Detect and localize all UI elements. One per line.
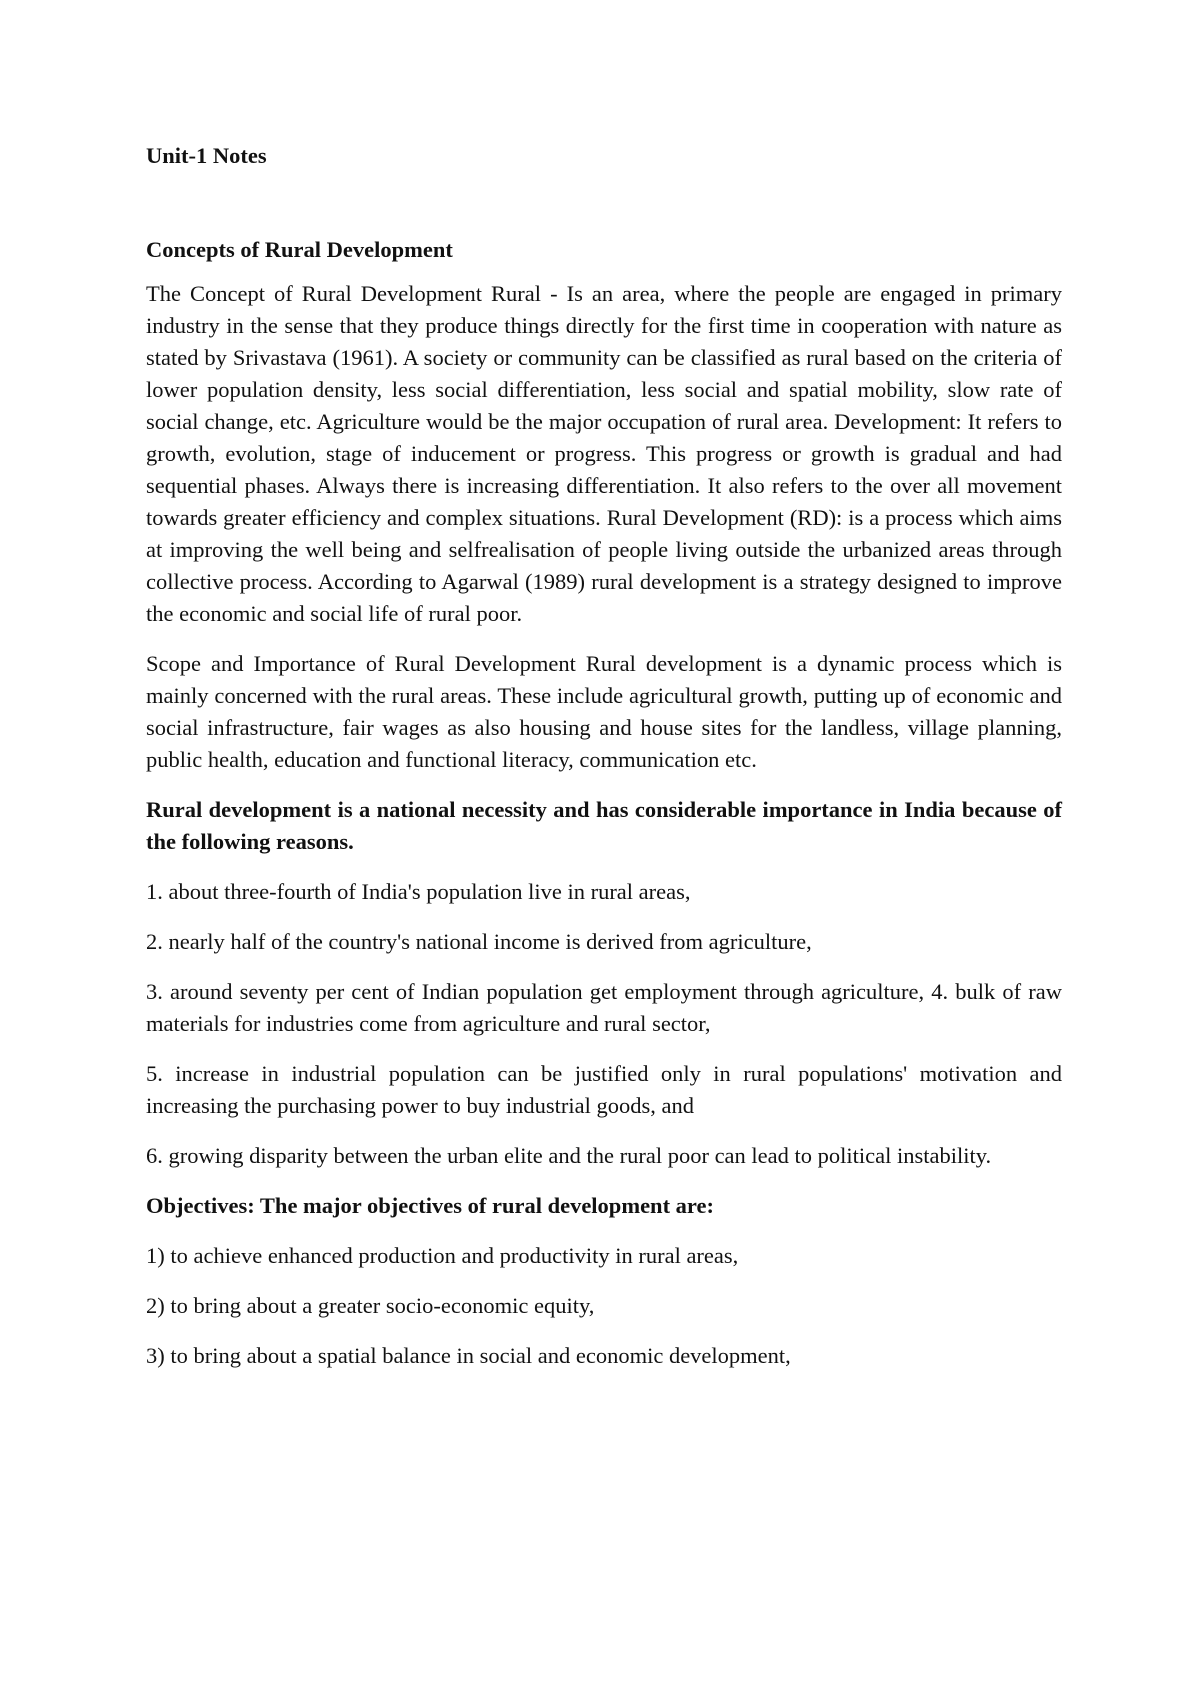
reason-item-3: 3. around seventy per cent of Indian population get employment through agriculture, 4. bulk of raw materials for industries come from agriculture and rural sector, [146, 979, 1062, 1036]
reason-item-1: 1. about three-fourth of India's population live in rural areas, [146, 879, 691, 904]
reason-item-6: 6. growing disparity between the urban elite and the rural poor can lead to political instability. [146, 1143, 992, 1168]
scope-paragraph: Scope and Importance of Rural Development Rural development is a dynamic process which is mainly concerned with the rural areas. These include agricultural growth, putting up of economic and social infrastructure, fair wages as also housing and house sites for the landless, village planning, public health, education and functional literacy, communication etc. [146, 651, 1062, 772]
necessity-heading: Rural development is a national necessity and has considerable importance in India because of the following reasons. [146, 797, 1062, 854]
reason-item-5: 5. increase in industrial population can be justified only in rural populations' motivation and increasing the purchasing power to buy industrial goods, and [146, 1061, 1062, 1118]
reason-item-2: 2. nearly half of the country's national income is derived from agriculture, [146, 929, 812, 954]
page-title: Unit-1 Notes [146, 143, 267, 168]
section-heading: Concepts of Rural Development [146, 237, 453, 262]
objective-item-1: 1) to achieve enhanced production and productivity in rural areas, [146, 1243, 739, 1268]
objective-item-3: 3) to bring about a spatial balance in social and economic development, [146, 1343, 791, 1368]
objective-item-2: 2) to bring about a greater socio-economic equity, [146, 1293, 595, 1318]
document-page [146, 140, 1062, 1372]
objectives-heading: Objectives: The major objectives of rural development are: [146, 1193, 714, 1218]
concept-paragraph: The Concept of Rural Development Rural - Is an area, where the people are engaged in primary industry in the sense that they produce things directly for the first time in cooperation with nature as stated by Srivastava (1961). A society or community can be classified as rural based on the criteria of lower population density, less social differentiation, less social and spatial mobility, slow rate of social change, etc. Agriculture would be the major occupation of rural area. Development: It refers to growth, evolution, stage of inducement or progress. This progress or growth is gradual and had sequential phases. Always there is increasing differentiation. It also refers to the over all movement towards greater efficiency and complex situations. Rural Development (RD): is a process which aims at improving the well being and selfrealisation of people living outside the urbanized areas through collective process. According to Agarwal (1989) rural development is a strategy designed to improve the economic and social life of rural poor. [146, 281, 1062, 626]
